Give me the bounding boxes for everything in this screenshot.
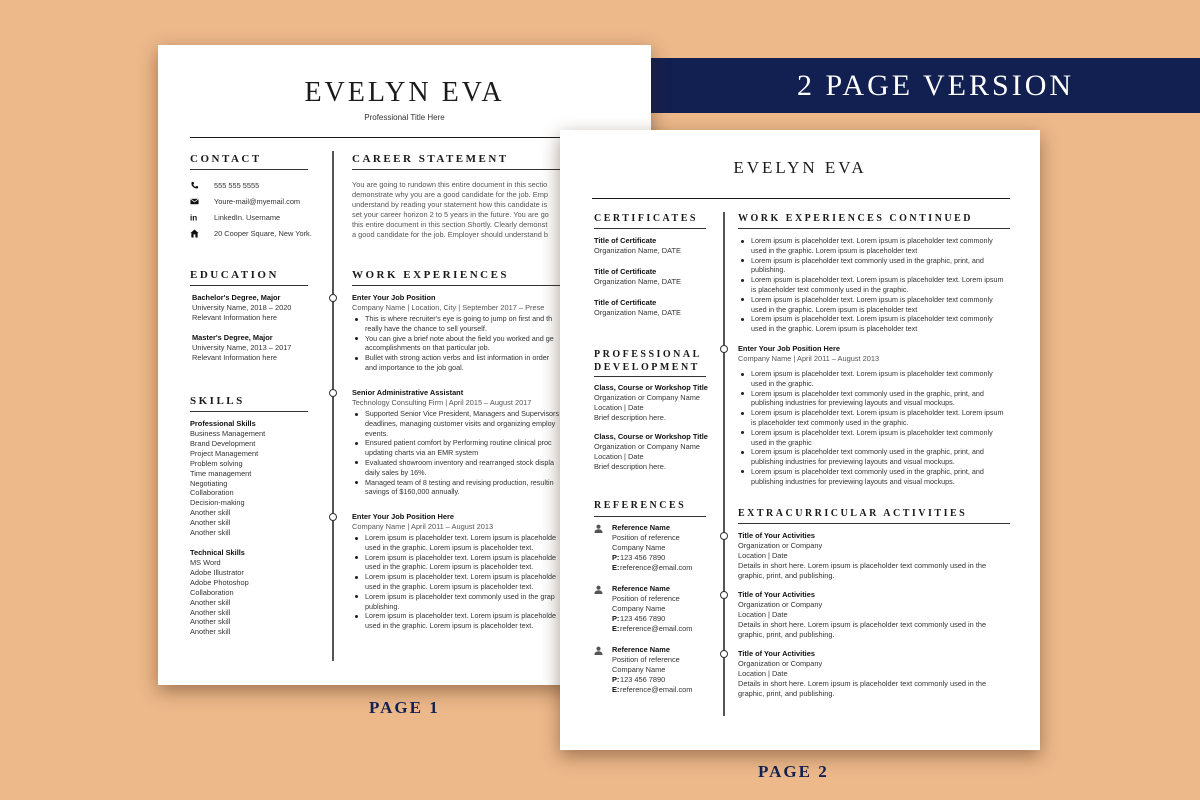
bullet-line: This is where recruiter's eye is going to jump on first and th — [365, 314, 553, 323]
activity-title: Title of Your Activities — [738, 590, 815, 599]
bullet-line: used in the graphic. Lorem ipsum is placeholder text. — [365, 542, 534, 552]
reference-phone: 123 456 7890 — [620, 553, 666, 562]
timeline-line — [723, 212, 725, 716]
professional-skills-title: Professional Skills — [190, 419, 256, 428]
course-title: Class, Course or Workshop Title — [594, 383, 708, 392]
bullet-item — [738, 369, 1008, 389]
bullet-line: Lorem ipsum is placeholder text commonly used in the graphic, print, and — [751, 466, 984, 476]
activities-heading: EXTRACURRICULAR ACTIVITIES — [738, 508, 968, 519]
bullet-line: daily sales by 16%. — [365, 467, 427, 477]
edu-info-2: Relevant Information here — [192, 353, 278, 362]
bullet-line: Lorem ipsum is placeholder text. Lorem ipsum is placeholde — [365, 572, 556, 582]
career-line: demonstrate why you are a good candidate for the job. Emp — [352, 190, 548, 199]
version-banner: 2 PAGE VERSION — [651, 58, 1200, 113]
bullet-item — [738, 236, 1008, 256]
skill-item: Another skill — [190, 518, 231, 528]
skill-item: Another skill — [190, 617, 231, 627]
bullet-line: used in the graphic. Lorem ipsum is placeholder text. — [365, 562, 534, 572]
bullet-line: deadlines, managing customer visits and organizing employ — [365, 418, 556, 428]
bullet-line: Managed team of 8 testing and revising production, resultin — [365, 477, 554, 487]
course-desc: Brief description here. — [594, 413, 666, 422]
section-underline — [738, 523, 1010, 524]
activity-desc: Details in short here. Lorem ipsum is placeholder text commonly used in the — [738, 620, 987, 629]
course-org: Organization or Company Name — [594, 442, 700, 451]
bullet-item — [738, 389, 1008, 409]
timeline-dot — [329, 294, 337, 302]
bullet-line: Lorem ipsum is placeholder text commonly used in the graphic, print, and — [751, 255, 984, 265]
job-bullets — [738, 369, 1008, 487]
bullet-line: Lorem ipsum is placeholder text. Lorem ipsum is placeholder text commonly — [751, 369, 993, 378]
reference-email-label: E: — [612, 624, 620, 633]
timeline-line — [332, 151, 334, 661]
bullet-line: publishing industries for previewing layouts and visual mockups. — [751, 457, 955, 467]
school-2: University Name, 2013 – 2017 — [192, 343, 292, 352]
work-continued-bullets — [738, 236, 1008, 334]
activity-title: Title of Your Activities — [738, 531, 815, 540]
activity-org: Organization or Company — [738, 600, 823, 609]
professional-title: Professional Title Here — [364, 113, 445, 122]
prodev-heading — [594, 348, 702, 374]
skill-item: Collaboration — [190, 488, 234, 498]
degree-2: Master's Degree, Major — [192, 333, 273, 342]
skill-item: Time management — [190, 468, 252, 478]
bullet-item — [738, 408, 1008, 428]
reference-phone: 123 456 7890 — [620, 675, 666, 684]
bullet-line: Lorem ipsum is placeholder text commonly used in the graphic, print, and — [751, 447, 984, 457]
skill-item: Decision-making — [190, 498, 245, 508]
activity-desc: Details in short here. Lorem ipsum is placeholder text commonly used in the — [738, 679, 987, 688]
bullet-line: is placeholder text commonly used in the graphic. — [751, 284, 909, 294]
career-line: a good candidate for the job. Employer should understand b — [352, 230, 548, 239]
skill-item: Another skill — [190, 508, 231, 518]
bullet-line: and importance to the job goal. — [365, 362, 464, 372]
reference-email: reference@email.com — [620, 624, 693, 633]
job-company: Company Name | April 2011 – August 2013 — [738, 354, 880, 363]
prodev-heading-line1: PROFESSIONAL — [594, 349, 702, 360]
skill-item: Negotiating — [190, 478, 228, 488]
skill-item: Collaboration — [190, 587, 234, 597]
reference-phone-label: P: — [612, 614, 620, 623]
activity-title: Title of Your Activities — [738, 649, 815, 658]
reference-email: reference@email.com — [620, 685, 693, 694]
reference-name: Reference Name — [612, 645, 670, 654]
work-continued-heading: WORK EXPERIENCES CONTINUED — [738, 213, 974, 224]
svg-text:in: in — [190, 213, 198, 222]
activity-location: Location | Date — [738, 551, 788, 560]
career-heading: CAREER STATEMENT — [352, 153, 509, 165]
reference-position: Position of reference — [612, 594, 680, 603]
bullet-line: publishing industries for previewing layouts and visual mockups. — [751, 476, 955, 486]
bullet-line: used in the graphic. Lorem ipsum is placeholder text. — [365, 621, 534, 631]
reference-position: Position of reference — [612, 655, 680, 664]
activity-desc: Details in short here. Lorem ipsum is placeholder text commonly used in the — [738, 561, 987, 570]
section-underline — [738, 228, 1010, 229]
timeline-dot — [720, 591, 728, 599]
bullet-item — [738, 447, 1008, 467]
bullet-item — [738, 467, 1008, 487]
job-company: Technology Consulting Firm | April 2015 – August 2017 — [352, 398, 532, 407]
resume-page-2 — [560, 130, 1040, 750]
bullet-line: Lorem ipsum is placeholder text. Lorem ipsum is placeholder text. Lorem ipsum — [751, 275, 1004, 285]
reference-name: Reference Name — [612, 584, 670, 593]
references-heading: REFERENCES — [594, 500, 687, 511]
bullet-item — [738, 275, 1008, 295]
email-icon — [190, 197, 199, 206]
timeline-dot — [720, 650, 728, 658]
skill-item: Brand Development — [190, 438, 256, 448]
career-line: set your career horizon 2 to 5 years in the future. You are go — [352, 210, 549, 219]
resume-name: EVELYN EVA — [304, 77, 505, 108]
linkedin-icon — [190, 213, 199, 222]
certificate-org: Organization Name, DATE — [594, 308, 681, 317]
certificate-title: Title of Certificate — [594, 298, 657, 307]
bullet-line: You can give a brief note about the field you worked and ge — [365, 333, 554, 343]
phone-icon — [190, 181, 199, 190]
contact-email: Youre-mail@myemail.com — [214, 197, 301, 206]
activity-org: Organization or Company — [738, 659, 823, 668]
skill-item: Business Management — [190, 429, 266, 438]
section-underline — [190, 411, 308, 412]
certificate-title: Title of Certificate — [594, 236, 657, 245]
bullet-line: Lorem ipsum is placeholder text. Lorem ipsum is placeholder text. Lorem ipsum — [751, 408, 1004, 418]
skill-item: Project Management — [190, 448, 259, 458]
header-divider — [592, 198, 1010, 199]
resume-name: EVELYN EVA — [733, 158, 867, 177]
timeline-dot — [329, 513, 337, 521]
skill-item: Adobe Illustrator — [190, 567, 244, 577]
bullet-line: Supported Senior Vice President, Managers and Supervisors — [365, 409, 560, 418]
bullet-line: Lorem ipsum is placeholder text. Lorem ipsum is placeholde — [365, 552, 556, 562]
section-underline — [594, 376, 706, 377]
bullet-line: Lorem ipsum is placeholder text. Lorem ipsum is placeholde — [365, 611, 556, 621]
bullet-line: used in the graphic. Lorem ipsum is placeholder text — [751, 324, 918, 334]
activity-desc: graphic, print, and publishing. — [738, 630, 835, 639]
bullet-item — [738, 256, 1008, 276]
degree-1: Bachelor's Degree, Major — [192, 293, 281, 302]
job-company: Company Name | April 2011 – August 2013 — [352, 522, 494, 531]
career-line: You are going to rundown this entire document in this sectio — [352, 180, 548, 189]
reference-name: Reference Name — [612, 523, 670, 532]
home-icon — [190, 229, 199, 238]
job-company: Company Name | Location, City | September 2017 – Prese — [352, 303, 545, 312]
bullet-line: used in the graphic. Lorem ipsum is placeholder text — [751, 245, 918, 255]
section-underline — [190, 169, 308, 170]
reference-company: Company Name — [612, 543, 666, 552]
skill-item: Another skill — [190, 627, 231, 637]
bullet-line: Lorem ipsum is placeholder text commonly used in the grap — [365, 591, 555, 601]
timeline-dot — [329, 389, 337, 397]
activity-desc: graphic, print, and publishing. — [738, 689, 835, 698]
reference-email-label: E: — [612, 685, 620, 694]
section-underline — [594, 516, 706, 517]
course-title: Class, Course or Workshop Title — [594, 432, 708, 441]
section-underline — [190, 285, 308, 286]
skill-item: Another skill — [190, 528, 231, 537]
bullet-item — [738, 428, 1008, 448]
section-underline — [594, 228, 706, 229]
skill-item: MS Word — [190, 558, 221, 567]
person-icon — [594, 646, 603, 655]
skill-item: Adobe Photoshop — [190, 577, 249, 587]
reference-phone-label: P: — [612, 675, 620, 684]
bullet-line: Lorem ipsum is placeholder text. Lorem ipsum is placeholder text commonly — [751, 427, 993, 437]
course-org: Organization or Company Name — [594, 393, 700, 402]
reference-email-label: E: — [612, 563, 620, 572]
certificate-title: Title of Certificate — [594, 267, 657, 276]
activity-location: Location | Date — [738, 669, 788, 678]
bullet-line: Ensured patient comfort by Performing routine clinical proc — [365, 438, 552, 448]
skills-heading: SKILLS — [190, 395, 245, 407]
reference-position: Position of reference — [612, 533, 680, 542]
bullet-line: accomplishments on that particular job. — [365, 343, 490, 353]
course-desc: Brief description here. — [594, 462, 666, 471]
certificate-org: Organization Name, DATE — [594, 246, 681, 255]
work-heading: WORK EXPERIENCES — [352, 269, 510, 281]
reference-email: reference@email.com — [620, 563, 693, 572]
person-icon — [594, 585, 603, 594]
contact-heading: CONTACT — [190, 153, 262, 165]
bullet-line: Bullet with strong action verbs and list information in order — [365, 353, 550, 363]
school-1: University Name, 2018 – 2020 — [192, 303, 292, 312]
reference-phone-label: P: — [612, 553, 620, 562]
skill-item: Another skill — [190, 597, 231, 607]
page-1-label: PAGE 1 — [369, 698, 440, 717]
activity-desc: graphic, print, and publishing. — [738, 571, 835, 580]
timeline-dot — [720, 532, 728, 540]
contact-linkedin: LinkedIn. Username — [214, 213, 281, 222]
contact-address: 20 Cooper Square, New York. — [214, 229, 312, 238]
bullet-line: is placeholder text commonly used in the graphic. — [751, 417, 909, 427]
career-line: this entire document in this section Shortly. Clearly demonst — [352, 220, 548, 229]
prodev-heading-line2: DEVELOPMENT — [594, 362, 700, 373]
course-location: Location | Date — [594, 403, 644, 412]
bullet-line: Lorem ipsum is placeholder text. Lorem ipsum is placeholder text commonly — [751, 294, 993, 304]
bullet-line: publishing. — [365, 601, 400, 611]
job-title: Enter Your Job Position Here — [738, 344, 840, 353]
bullet-line: used in the graphic. Lorem ipsum is placeholder text. — [365, 581, 534, 591]
bullet-line: Evaluated showroom inventory and rearranged stock displa — [365, 457, 554, 467]
bullet-line: updating charts via an EMR system — [365, 448, 479, 458]
bullet-line: used in the graphic — [751, 437, 812, 447]
page-2-label: PAGE 2 — [758, 762, 829, 781]
bullet-line: used in the graphic. — [751, 378, 814, 388]
job-title: Senior Administrative Assistant — [352, 388, 464, 397]
certificate-org: Organization Name, DATE — [594, 277, 681, 286]
certificates-heading: CERTIFICATES — [594, 213, 698, 224]
person-icon — [594, 524, 603, 533]
education-heading: EDUCATION — [190, 269, 279, 281]
timeline-dot — [720, 345, 728, 353]
contact-phone: 555 555 5555 — [214, 181, 260, 190]
edu-info-1: Relevant Information here — [192, 313, 278, 322]
course-location: Location | Date — [594, 452, 644, 461]
job-title: Enter Your Job Position — [352, 293, 436, 302]
activity-location: Location | Date — [738, 610, 788, 619]
skill-item: Another skill — [190, 607, 231, 617]
bullet-line: Lorem ipsum is placeholder text. Lorem ipsum is placeholder text commonly — [751, 236, 993, 245]
activity-org: Organization or Company — [738, 541, 823, 550]
bullet-line: Lorem ipsum is placeholder text. Lorem ipsum is placeholder text commonly — [751, 314, 993, 324]
bullet-line: Lorem ipsum is placeholder text. Lorem ipsum is placeholde — [365, 533, 556, 542]
technical-skills-title: Technical Skills — [190, 548, 245, 557]
skill-item: Problem solving — [190, 458, 243, 468]
bullet-line: publishing industries for previewing layouts and visual mockups. — [751, 398, 955, 408]
bullet-item — [738, 314, 1008, 334]
bullet-item — [738, 295, 1008, 315]
job-title: Enter Your Job Position Here — [352, 512, 454, 521]
bullet-line: used in the graphic. Lorem ipsum is placeholder text — [751, 304, 918, 314]
career-line: understand by reading your statement how this candidate is — [352, 200, 548, 209]
reference-company: Company Name — [612, 604, 666, 613]
bullet-line: publishing. — [751, 265, 786, 275]
bullet-line: events. — [365, 428, 389, 438]
bullet-line: really have the chance to sell yourself. — [365, 323, 487, 333]
reference-company: Company Name — [612, 665, 666, 674]
bullet-line: savings of $160,000 annually. — [365, 487, 460, 497]
bullet-line: Lorem ipsum is placeholder text commonly used in the graphic, print, and — [751, 388, 984, 398]
reference-phone: 123 456 7890 — [620, 614, 666, 623]
